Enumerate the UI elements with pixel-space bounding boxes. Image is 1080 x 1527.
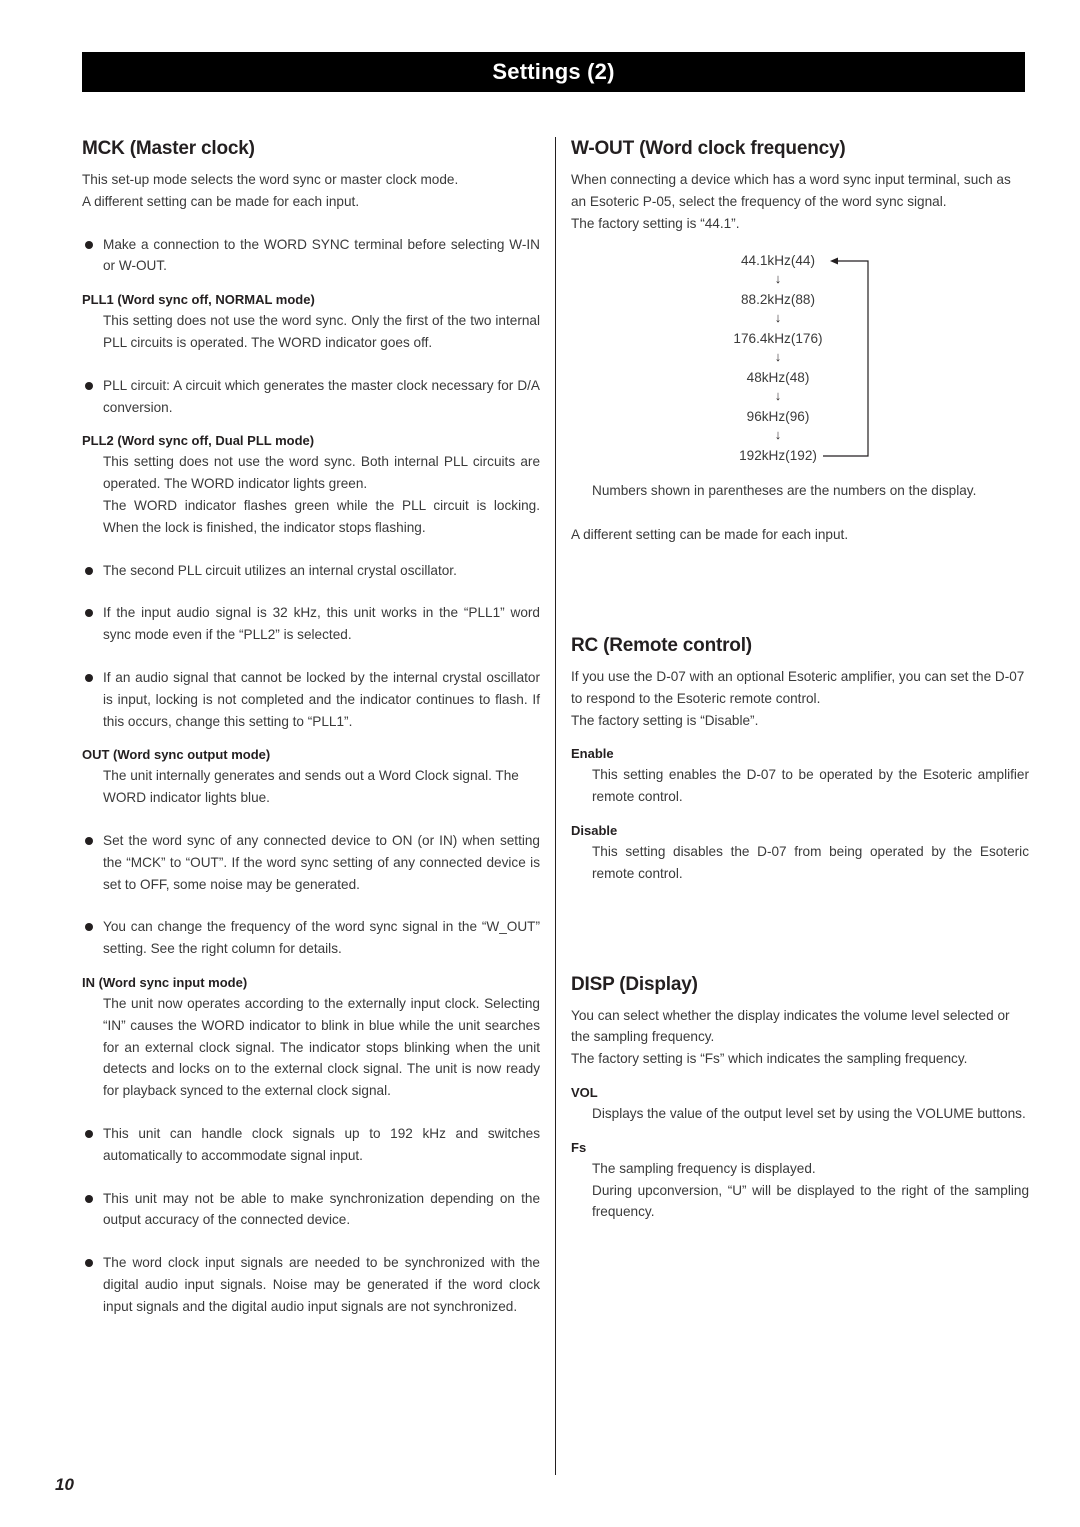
pll1-text: This setting does not use the word sync. Only the first of the two internal PLL circuits is operated. The WORD indicator goes off. <box>103 313 540 350</box>
down-arrow-icon: ↓ <box>774 388 782 404</box>
rc-text-2: The factory setting is “Disable”. <box>571 712 759 728</box>
page-title-bar <box>82 52 1025 92</box>
down-arrow-icon: ↓ <box>774 310 782 326</box>
list-item: The word clock input signals are needed to be synchronized with the digital audio input signals. Noise may be generated if the word clock input signals and the digital audio input signals are not synchronized. <box>82 1252 540 1317</box>
page-title: Settings (2) <box>492 59 615 84</box>
mck-heading: MCK (Master clock) <box>82 138 255 159</box>
down-arrow-icon: ↓ <box>774 271 782 287</box>
freq-item: 96kHz(96) <box>746 409 810 425</box>
right-column <box>571 136 1029 1223</box>
bullet-icon <box>85 609 93 617</box>
wout-heading: W-OUT (Word clock frequency) <box>571 138 846 159</box>
pll2-heading: PLL2 (Word sync off, Dual PLL mode) <box>82 433 315 449</box>
freq-item: 48kHz(48) <box>746 370 810 386</box>
list-item: Set the word sync of any connected device to ON (or IN) when setting the “MCK” to “OUT”. If the word sync setting of any connected device is set to OFF, some noise may be generated. <box>82 830 540 895</box>
list-item: You can change the frequency of the word sync signal in the “W_OUT” setting. See the right column for details. <box>82 916 540 960</box>
disable-text: This setting disables the D-07 from being operated by the Esoteric remote control. <box>592 843 1029 881</box>
in-heading: IN (Word sync input mode) <box>82 974 248 990</box>
bullet-icon <box>85 1259 93 1267</box>
bullet-icon <box>85 567 93 575</box>
fs-heading: Fs <box>571 1139 587 1155</box>
loop-back-arrow-icon <box>571 252 1029 472</box>
in-text: The unit now operates according to the externally input clock. Selecting “IN” causes the WORD indicator to blink in blue while the unit searches for an external clock signal. The indicator stops blinking when the unit detects and locks on to the external clock signal. The unit is now ready for playback synced to the external clock signal. <box>103 995 540 1099</box>
list-item: This unit may not be able to make synchronization depending on the output accuracy of the connected device. <box>82 1188 540 1232</box>
bullet-icon <box>85 837 93 845</box>
out-heading: OUT (Word sync output mode) <box>82 747 271 763</box>
fs-text-2: During upconversion, “U” will be displayed to the right of the sampling frequency. <box>592 1182 1029 1220</box>
bullet-icon <box>85 1130 93 1138</box>
vol-text: Displays the value of the output level set by using the VOLUME buttons. <box>592 1105 1026 1121</box>
bullet-icon <box>85 923 93 931</box>
list-item: If the input audio signal is 32 kHz, this unit works in the “PLL1” word sync mode even if the “PLL2” is selected. <box>82 602 540 646</box>
bullet-icon <box>85 241 93 249</box>
disable-heading: Disable <box>571 822 618 838</box>
list-item: PLL circuit: A circuit which generates the master clock necessary for D/A conversion. <box>82 375 540 419</box>
vol-heading: VOL <box>571 1084 598 1100</box>
enable-text: This setting enables the D-07 to be operated by the Esoteric amplifier remote control. <box>592 767 1029 805</box>
column-divider <box>555 137 556 1475</box>
fs-text-1: The sampling frequency is displayed. <box>592 1160 816 1176</box>
bullet-icon <box>85 674 93 682</box>
disp-heading: DISP (Display) <box>571 973 698 995</box>
pll2-text-1: This setting does not use the word sync. Both internal PLL circuits are operated. The WORD indicator lights green. <box>103 454 540 492</box>
page-number: 10 <box>55 1475 74 1494</box>
pll2-text-2: The WORD indicator flashes green while the PLL circuit is locking. When the lock is finished, the indicator stops flashing. <box>103 497 540 535</box>
left-column <box>82 136 540 1317</box>
list-item: Make a connection to the WORD SYNC terminal before selecting W-IN or W-OUT. <box>82 234 540 278</box>
rc-heading: RC (Remote control) <box>571 634 752 656</box>
freq-item: 192kHz(192) <box>739 448 817 464</box>
frequency-cycle-diagram <box>571 252 1029 472</box>
enable-heading: Enable <box>571 746 614 762</box>
freq-item: 44.1kHz(44) <box>740 253 816 269</box>
list-item: This unit can handle clock signals up to 192 kHz and switches automatically to accommodate signal input. <box>82 1123 540 1167</box>
bullet-icon <box>85 1195 93 1203</box>
list-item: The second PLL circuit utilizes an internal crystal oscillator. <box>82 560 540 582</box>
down-arrow-icon: ↓ <box>774 427 782 443</box>
list-item: If an audio signal that cannot be locked by the internal crystal oscillator is input, locking is not completed and the indicator continues to flash. If this occurs, change this setting to “PLL1”. <box>82 667 540 732</box>
out-text: The unit internally generates and sends out a Word Clock signal. The WORD indicator lights blue. <box>103 768 519 806</box>
mck-intro-2: A different setting can be made for each input. <box>82 193 360 209</box>
bullet-icon <box>85 382 93 390</box>
disp-text-2: The factory setting is “Fs” which indicates the sampling frequency. <box>571 1051 968 1067</box>
wout-text-2: The factory setting is “44.1”. <box>571 215 740 231</box>
mck-intro-1: This set-up mode selects the word sync or master clock mode. <box>82 172 459 187</box>
down-arrow-icon: ↓ <box>774 349 782 365</box>
freq-item: 176.4kHz(176) <box>733 331 823 347</box>
wout-note: Numbers shown in parentheses are the numbers on the display. <box>592 483 977 499</box>
disp-text-1: You can select whether the display indicates the volume level selected or the sampling frequency. <box>571 1007 1010 1045</box>
rc-text-1: If you use the D-07 with an optional Esoteric amplifier, you can set the D-07 to respond to the Esoteric remote control. <box>571 668 1025 706</box>
wout-text-3: A different setting can be made for each input. <box>571 527 849 543</box>
wout-text-1: When connecting a device which has a word sync input terminal, such as an Esoteric P-05, select the frequency of the word sync signal. <box>571 172 1011 209</box>
pll1-heading: PLL1 (Word sync off, NORMAL mode) <box>82 292 315 308</box>
freq-item: 88.2kHz(88) <box>740 292 816 308</box>
